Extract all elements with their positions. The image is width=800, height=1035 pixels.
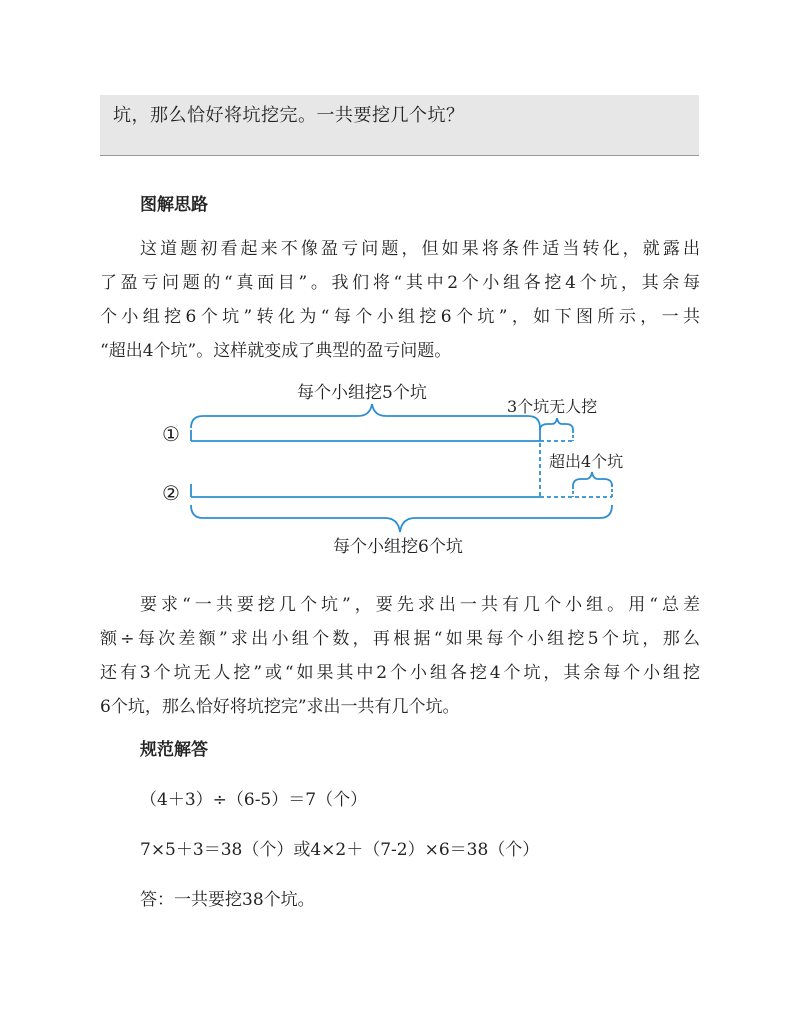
label-exceed: 超出4个坑: [549, 452, 624, 471]
paragraph-method: [100, 588, 700, 724]
label-unused: 3个坑无人挖: [507, 397, 598, 416]
paragraph-line: 这道题初看起来不像盈亏问题，但如果将条件适当转化，就露出: [140, 239, 700, 259]
paragraph-line: 额÷每次差额”求出小组个数，再根据“如果每个小组挖5个坑，那么: [100, 629, 700, 649]
answer-line: 答：一共要挖38个坑。: [140, 890, 315, 910]
section-heading-standard-solution: 规范解答: [140, 740, 208, 760]
formula-2: 7×5＋3＝38（个）或4×2＋（7-2）×6＝38（个）: [140, 840, 540, 860]
paragraph-line: 还有3个坑无人挖”或“如果其中2个小组各挖4个坑，其余每个小组挖: [100, 663, 700, 683]
paragraph-line: 6个坑，那么恰好将坑挖完”求出一共有几个坑。: [100, 697, 460, 717]
brace-top: [191, 404, 540, 428]
paragraph-line: 要求“一共要挖几个坑”，要先求出一共有几个小组。用“总差: [140, 595, 700, 615]
paragraph-line: “超出4个坑”。这样就变成了典型的盈亏问题。: [100, 341, 452, 361]
section-heading-diagram-thinking: 图解思路: [140, 195, 208, 215]
brace-exceed: [573, 472, 612, 486]
label-top: 每个小组挖5个坑: [297, 383, 427, 403]
label-bottom: 每个小组挖6个坑: [333, 537, 463, 557]
marker-1: ①: [162, 422, 180, 446]
marker-2: ②: [162, 481, 180, 505]
formula-1: （4＋3）÷（6-5）＝7（个）: [140, 790, 368, 810]
paragraph-line: 了盈亏问题的“真面目”。我们将“其中2个小组各挖4个坑，其余每: [100, 273, 700, 293]
paragraph-line: 个小组挖6个坑”转化为“每个小组挖6个坑”，如下图所示，一共: [100, 307, 700, 327]
problem-text: 坑，那么恰好将坑挖完。一共要挖几个坑？: [113, 105, 465, 126]
brace-bottom: [191, 505, 612, 532]
brace-unused: [540, 418, 573, 430]
